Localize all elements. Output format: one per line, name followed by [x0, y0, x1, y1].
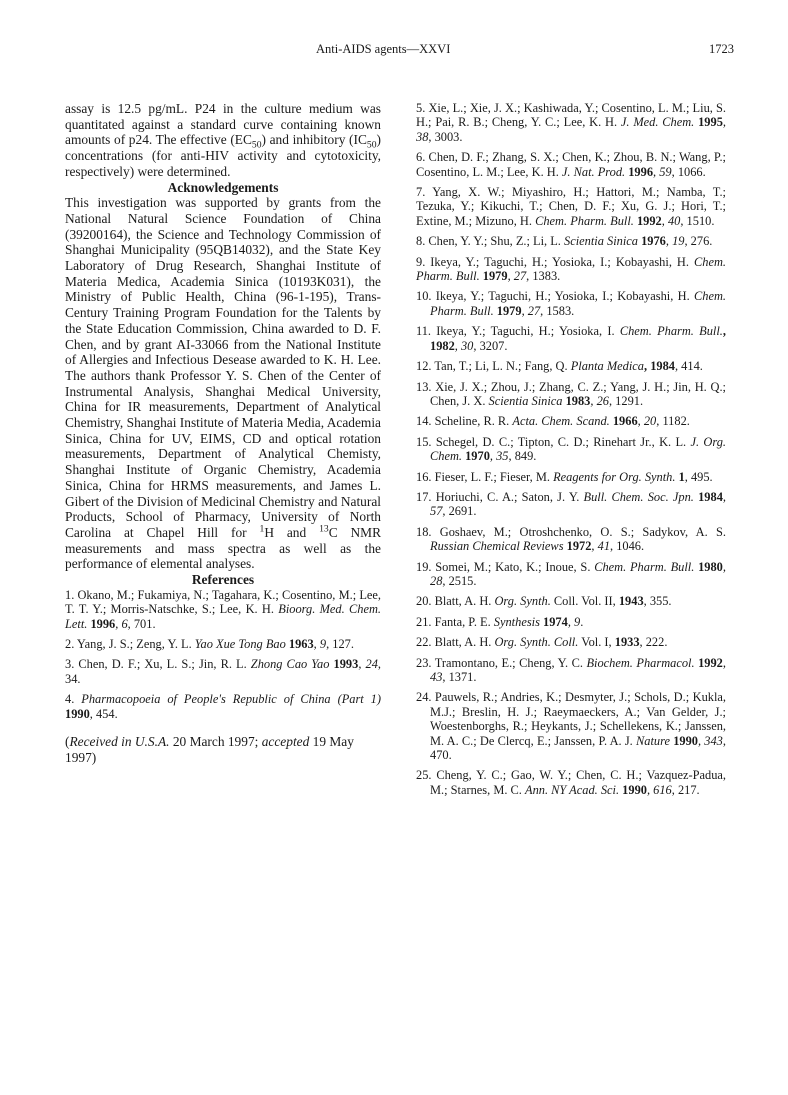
reference-item: 19. Somei, M.; Kato, K.; Inoue, S. Chem. Pharm. Bull. 1980, 28, 2515.	[416, 559, 726, 588]
intro-paragraph: assay is 12.5 pg/mL. P24 in the culture medium was quantitated against a standard curve containing known amounts of p24. The effective $(EC_{50})$ and inhibitory $(IC_{50})$ concentrations (for anti-HIV activity and cytotoxicity, respectively) were determined.	[65, 101, 381, 179]
references-heading: References	[191, 572, 255, 588]
reference-item: 1. Okano, M.; Fukamiya, N.; Tagahara, K.; Cosentino, M.; Lee, T. T. Y.; Morris-Natschke, S.; Lee, K. H. Bioorg. Med. Chem. Lett. 1996, 6, 701.	[65, 587, 381, 631]
reference-item: 7. Yang, X. W.; Miyashiro, H.; Hattori, M.; Namba, T.; Tezuka, Y.; Kikuchi, T.; Chen, D. F.; Xu, G. J.; Hori, T.; Extine, M.; Mizuno, H. Chem. Pharm. Bull. 1992, 40, 1510.	[416, 185, 726, 228]
right-column	[416, 101, 726, 803]
reference-item: 20. Blatt, A. H. Org. Synth. Coll. Vol. II, 1943, 355.	[416, 594, 672, 609]
reference-list-right	[416, 101, 726, 797]
reference-item: 6. Chen, D. F.; Zhang, S. X.; Chen, K.; Zhou, B. N.; Wang, P.; Cosentino, L. M.; Lee, K. H. J. Nat. Prod. 1996, 59, 1066.	[416, 150, 726, 179]
reference-item: 4. Pharmacopoeia of People's Republic of China (Part 1) 1990, 454.	[65, 692, 381, 721]
reference-item: 15. Schegel, D. C.; Tipton, C. D.; Rinehart Jr., K. L. J. Org. Chem. 1970, 35, 849.	[416, 434, 726, 464]
reference-list-left	[65, 588, 381, 721]
received-note: (Received in U.S.A. 20 March 1997; accepted 19 May 1997)	[65, 734, 354, 765]
reference-item: 3. Chen, D. F.; Xu, L. S.; Jin, R. L. Zhong Cao Yao 1993, 24, 34.	[65, 657, 381, 686]
reference-item: 8. Chen, Y. Y.; Shu, Z.; Li, L. Scientia Sinica 1976, 19, 276.	[416, 234, 713, 249]
reference-item: 24. Pauwels, R.; Andries, K.; Desmyter, J.; Schols, D.; Kukla, M.J.; Breslin, H. J.; Raeymaeckers, A.; Van Gelder, J.; Woestenborghs, R.; Heykants, J.; Schellekens, K.; Janssen, M. A. C.; De Clercq, E.; Janssen, P. A. J. Nature 1990, 343, 470.	[416, 690, 726, 763]
reference-item: 9. Ikeya, Y.; Taguchi, H.; Yosioka, I.; Kobayashi, H. Chem. Pharm. Bull. 1979, 27, 1383.	[416, 254, 726, 284]
reference-item: 17. Horiuchi, C. A.; Saton, J. Y. Bull. Chem. Soc. Jpn. 1984, 57, 2691.	[416, 489, 726, 519]
page-number: 1723	[709, 42, 734, 56]
reference-item: 23. Tramontano, E.; Cheng, Y. C. Biochem. Pharmacol. 1992, 43, 1371.	[416, 655, 726, 684]
reference-item: 21. Fanta, P. E. Synthesis 1974, 9.	[416, 614, 584, 629]
acknowledgements-paragraph: This investigation was supported by grants from the National Natural Science Foundation of China (39200164), the Science and Technology Commission of Shanghai Municipality (95QB14032), and the State Key Laboratory of Drug Research, Shanghai Institute of Materia Medica, Academia Sinica (10193K031), the Ministry of Public Health, China (96-1-195), Trans-Century Training Program Foundation for the Talents by the State Education Commission, China awarded to D. F. Chen, and by grant AI-33066 from the National Institute of Allergies and Infectious Desease awarded to K. H. Lee. The authors thank Professor Y. S. Chen of the Center of Instrumental Analysis, Shanghai Medical University, China for IR measurements, Department of Analytical Chemistry, Shanghai Institute of Materia Media, Academia Sinica, China for UV, EIMS, CD and optical rotation measurements, Department of Analytical Chemisty, Shanghai Institute of Organic Chemistry, Academia Sinica, China for HRMS measurements, and James L. Gibert of the Division of Medicinal Chemistry and Natural Products, School of Pharmacy, University of North Carolina at Chapel Hill for $^1$H and $^{13}$C NMR measurements and mass spectra as well as the performance of elemental analyses.	[65, 195, 381, 572]
reference-item: 16. Fieser, L. F.; Fieser, M. Reagents for Org. Synth. 1, 495.	[416, 469, 713, 484]
reference-item: 18. Goshaev, M.; Otroshchenko, O. S.; Sadykov, A. S. Russian Chemical Reviews 1972, 41, 1046.	[416, 524, 726, 554]
reference-item: 5. Xie, L.; Xie, J. X.; Kashiwada, Y.; Cosentino, L. M.; Liu, S. H.; Pai, R. B.; Cheng, Y. C.; Lee, K. H. J. Med. Chem. 1995, 38, 3003.	[416, 101, 727, 144]
running-header: Anti-AIDS agents—XXVI	[316, 42, 451, 56]
reference-item: 11. Ikeya, Y.; Taguchi, H.; Yosioka, I. Chem. Pharm. Bull., 1982, 30, 3207.	[416, 324, 726, 353]
reference-item: 12. Tan, T.; Li, L. N.; Fang, Q. Planta Medica, 1984, 414.	[416, 359, 703, 374]
reference-item: 13. Xie, J. X.; Zhou, J.; Zhang, C. Z.; Yang, J. H.; Jin, H. Q.; Chen, J. X. Scientia Sinica 1983, 26, 1291.	[416, 379, 726, 408]
acknowledgements-heading: Acknowledgements	[167, 179, 279, 195]
reference-item: 14. Scheline, R. R. Acta. Chem. Scand. 1966, 20, 1182.	[416, 414, 690, 429]
reference-item: 25. Cheng, Y. C.; Gao, W. Y.; Chen, C. H.; Vazquez-Padua, M.; Starnes, M. C. Ann. NY Acad. Sci. 1990, 616, 217.	[416, 768, 726, 797]
reference-item: 10. Ikeya, Y.; Taguchi, H.; Yosioka, I.; Kobayashi, H. Chem. Pharm. Bull. 1979, 27, 1583.	[416, 289, 726, 318]
reference-item: 22. Blatt, A. H. Org. Synth. Coll. Vol. I, 1933, 222.	[416, 635, 668, 650]
left-column	[65, 101, 381, 765]
reference-item: 2. Yang, J. S.; Zeng, Y. L. Yao Xue Tong Bao 1963, 9, 127.	[65, 637, 354, 652]
